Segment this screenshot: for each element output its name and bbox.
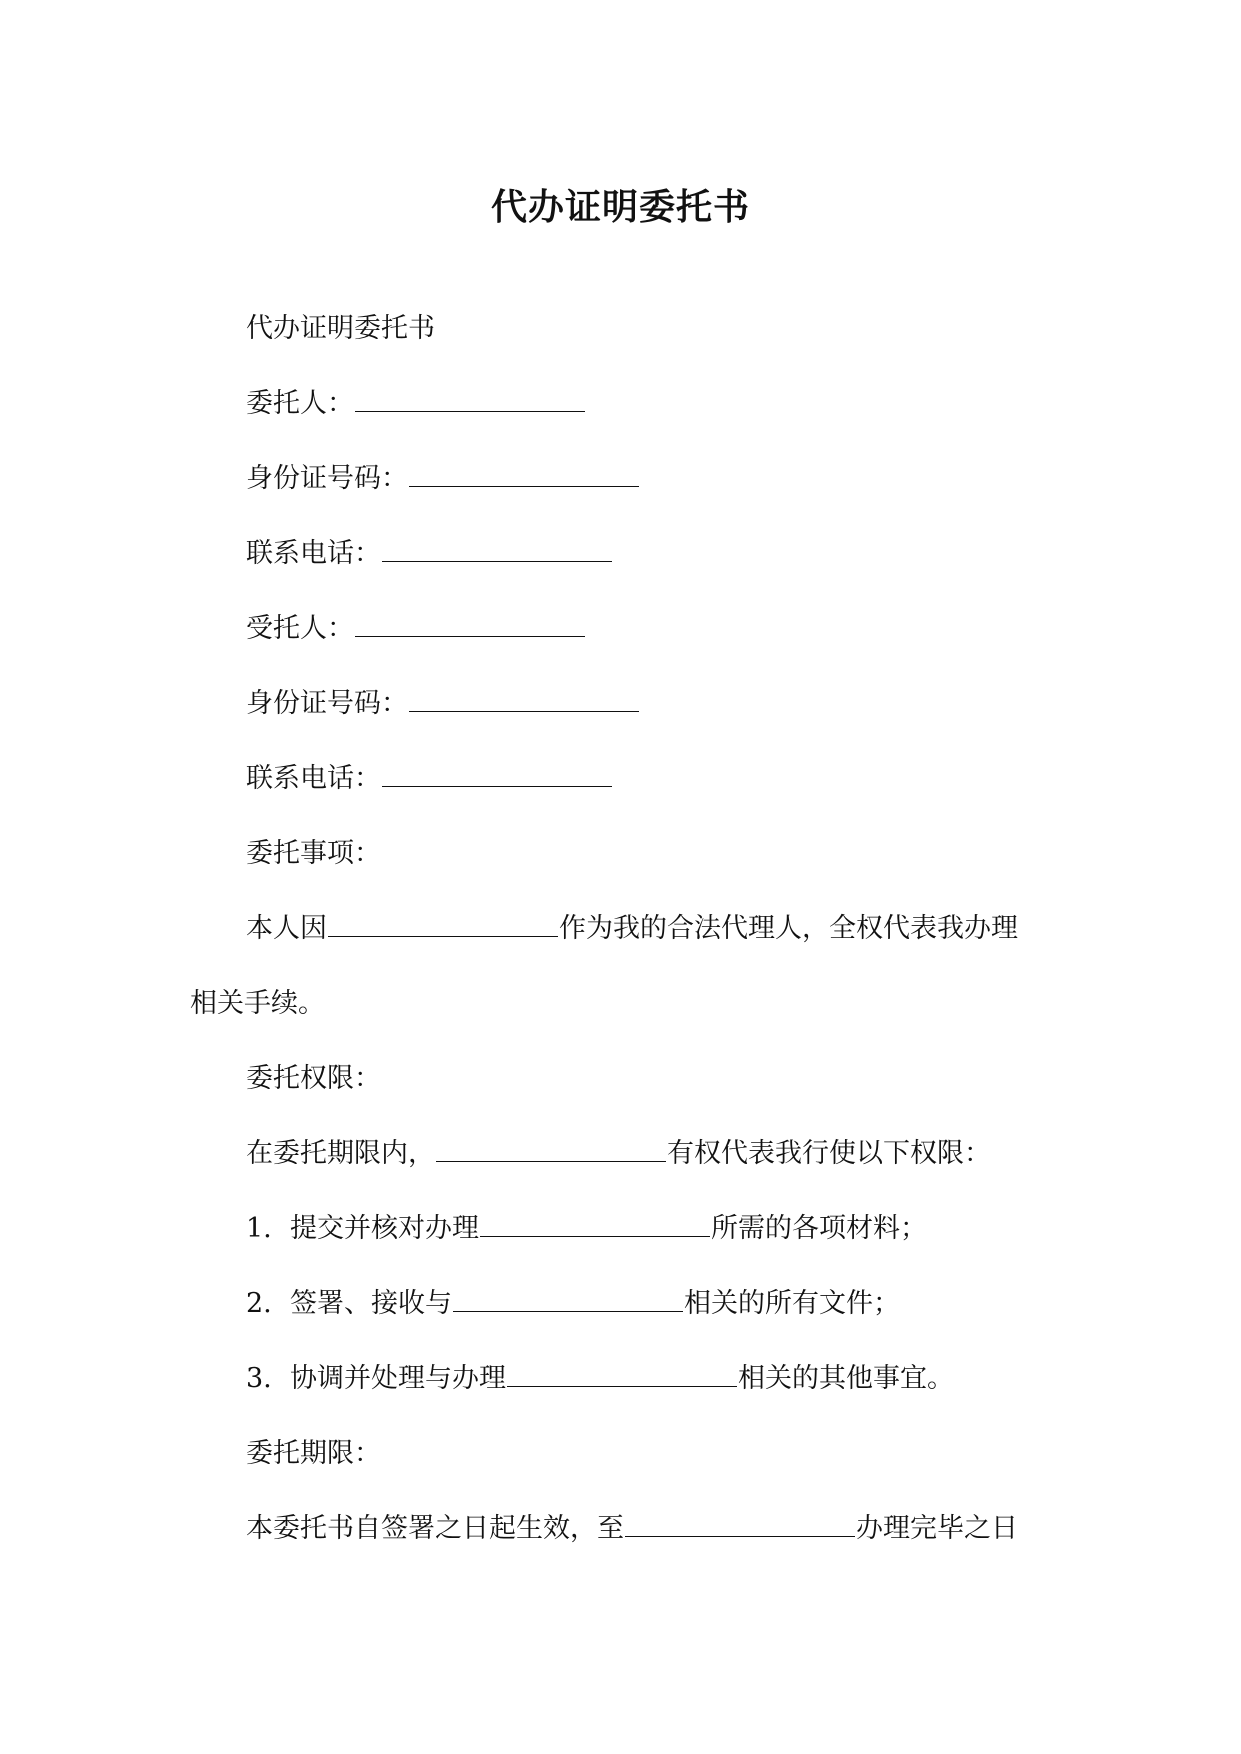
authority-item-blank <box>453 1287 683 1312</box>
agent-name-line <box>246 609 586 649</box>
principal-id-line <box>246 459 640 499</box>
period-text-part1: 本委托书自签署之日起生效，至 <box>246 1513 624 1544</box>
authority-item-2 <box>246 1284 900 1324</box>
matters-text-part1: 本人因 <box>246 913 327 944</box>
agent-id-blank <box>409 687 639 712</box>
authority-item-blank <box>507 1362 737 1387</box>
period-text-part2: 办理完毕之日 <box>856 1513 1018 1544</box>
agent-name-label: 受托人： <box>246 613 354 644</box>
agent-name-blank <box>355 612 585 637</box>
authority-item-blank <box>480 1212 710 1237</box>
authority-item-text-part1: 提交并核对办理 <box>290 1213 479 1244</box>
authority-agent-blank <box>436 1137 666 1162</box>
principal-id-blank <box>409 462 639 487</box>
principal-phone-blank <box>382 537 612 562</box>
authority-item-1 <box>246 1209 927 1249</box>
principal-name-label: 委托人： <box>246 388 354 419</box>
matters-heading: 委托事项： <box>246 838 381 869</box>
agent-id-label: 身份证号码： <box>246 688 408 719</box>
authority-item-number: 3. <box>246 1363 272 1394</box>
matters-paragraph-line1 <box>246 909 1018 949</box>
authority-item-text-part1: 签署、接收与 <box>290 1288 452 1319</box>
period-heading: 委托期限： <box>246 1438 381 1469</box>
authority-item-text-part1: 协调并处理与办理 <box>290 1363 506 1394</box>
period-paragraph <box>246 1509 1018 1549</box>
authority-item-number: 2. <box>246 1288 272 1319</box>
principal-phone-label: 联系电话： <box>246 538 381 569</box>
authority-item-text-part2: 相关的其他事宜。 <box>738 1363 954 1394</box>
principal-name-line <box>246 384 586 424</box>
agent-phone-blank <box>382 762 612 787</box>
period-end-blank <box>625 1512 855 1537</box>
matters-text-part2: 作为我的合法代理人，全权代表我办理 <box>559 913 1018 944</box>
authority-item-text-part2: 相关的所有文件； <box>684 1288 900 1319</box>
authority-intro <box>246 1134 991 1174</box>
authority-intro-part2: 有权代表我行使以下权限： <box>667 1138 991 1169</box>
authority-item-number: 1. <box>246 1213 272 1244</box>
matters-reason-blank <box>328 912 558 937</box>
authority-intro-part1: 在委托期限内， <box>246 1138 435 1169</box>
principal-id-label: 身份证号码： <box>246 463 408 494</box>
document-subtitle: 代办证明委托书 <box>246 313 435 344</box>
agent-phone-line <box>246 759 613 799</box>
principal-phone-line <box>246 534 613 574</box>
agent-id-line <box>246 684 640 724</box>
authority-item-text-part2: 所需的各项材料； <box>711 1213 927 1244</box>
authority-heading: 委托权限： <box>246 1063 381 1094</box>
authority-item-3 <box>246 1359 954 1399</box>
agent-phone-label: 联系电话： <box>246 763 381 794</box>
matters-paragraph-line2: 相关手续。 <box>190 988 325 1019</box>
document-title: 代办证明委托书 <box>490 186 750 228</box>
principal-name-blank <box>355 387 585 412</box>
